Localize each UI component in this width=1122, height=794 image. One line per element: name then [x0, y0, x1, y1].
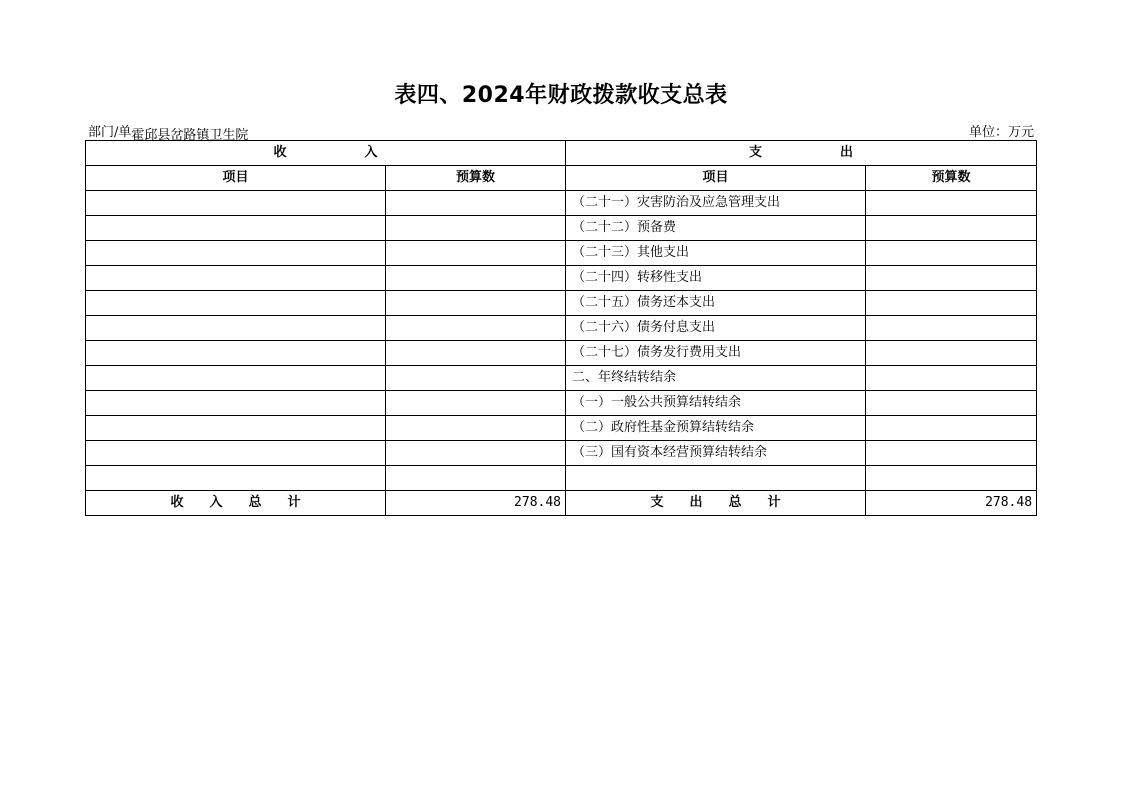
expense-item-cell: （二十一）灾害防治及应急管理支出 [566, 191, 866, 216]
expense-value-cell [866, 291, 1037, 316]
table-row [86, 416, 1037, 441]
income-item-cell [86, 316, 386, 341]
income-value-cell [386, 241, 566, 266]
table-row [86, 316, 1037, 341]
income-header: 收 入 [86, 141, 566, 166]
income-item-cell [86, 266, 386, 291]
table-row [86, 291, 1037, 316]
income-item-cell [86, 441, 386, 466]
table-row [86, 366, 1037, 391]
department-label: 部门/单 [88, 125, 132, 140]
department-value: 霍邱县岔路镇卫生院 [131, 128, 249, 143]
table-row [86, 341, 1037, 366]
expense-value-cell [866, 341, 1037, 366]
expense-item-cell: （二十六）债务付息支出 [566, 316, 866, 341]
income-item-cell [86, 416, 386, 441]
section-header-row [86, 141, 1037, 166]
table-row [86, 391, 1037, 416]
income-value-cell [386, 391, 566, 416]
income-value-cell [386, 216, 566, 241]
table-row [86, 466, 1037, 491]
expense-item-cell: （二）政府性基金预算结转结余 [566, 416, 866, 441]
income-item-cell [86, 391, 386, 416]
income-value-cell [386, 441, 566, 466]
table-row [86, 241, 1037, 266]
table-row [86, 441, 1037, 466]
expense-item-cell: （一）一般公共预算结转结余 [566, 391, 866, 416]
income-total-label: 收 入 总 计 [86, 491, 386, 516]
expense-item-col-header: 项目 [566, 166, 866, 191]
expense-item-cell [566, 466, 866, 491]
income-item-cell [86, 291, 386, 316]
income-value-cell [386, 316, 566, 341]
table-row [86, 266, 1037, 291]
expense-value-cell [866, 466, 1037, 491]
expense-value-cell [866, 241, 1037, 266]
table-row [86, 216, 1037, 241]
expense-value-cell [866, 366, 1037, 391]
income-item-cell [86, 341, 386, 366]
expense-item-cell: （二十二）预备费 [566, 216, 866, 241]
department-line [88, 121, 249, 143]
column-header-row [86, 166, 1037, 191]
income-value-cell [386, 366, 566, 391]
income-value-cell [386, 266, 566, 291]
expense-value-cell [866, 391, 1037, 416]
expense-item-cell: （二十三）其他支出 [566, 241, 866, 266]
expense-item-cell: （二十七）债务发行费用支出 [566, 341, 866, 366]
expense-item-cell: （二十四）转移性支出 [566, 266, 866, 291]
income-item-cell [86, 466, 386, 491]
expense-value-cell [866, 316, 1037, 341]
income-budget-col-header: 预算数 [386, 166, 566, 191]
expense-value-cell [866, 191, 1037, 216]
expense-value-cell [866, 266, 1037, 291]
expense-budget-col-header: 预算数 [866, 166, 1037, 191]
expense-item-cell: （三）国有资本经营预算结转结余 [566, 441, 866, 466]
expense-item-cell: （二十五）债务还本支出 [566, 291, 866, 316]
expense-value-cell [866, 416, 1037, 441]
income-item-cell [86, 191, 386, 216]
income-value-cell [386, 191, 566, 216]
totals-row [86, 491, 1037, 516]
income-total-value: 278.48 [386, 491, 566, 516]
table-row [86, 191, 1037, 216]
expense-item-cell: 二、年终结转结余 [566, 366, 866, 391]
income-value-cell [386, 466, 566, 491]
unit-label: 单位：万元 [968, 125, 1034, 140]
page-title: 表四、2024年财政拨款收支总表 [394, 83, 728, 108]
income-item-cell [86, 366, 386, 391]
income-value-cell [386, 341, 566, 366]
expense-header: 支 出 [566, 141, 1037, 166]
income-item-cell [86, 241, 386, 266]
income-value-cell [386, 416, 566, 441]
expense-total-value: 278.48 [866, 491, 1037, 516]
budget-summary-table [85, 140, 1037, 516]
expense-value-cell [866, 441, 1037, 466]
expense-total-label: 支 出 总 计 [566, 491, 866, 516]
income-item-cell [86, 216, 386, 241]
income-value-cell [386, 291, 566, 316]
income-item-col-header: 项目 [86, 166, 386, 191]
expense-value-cell [866, 216, 1037, 241]
